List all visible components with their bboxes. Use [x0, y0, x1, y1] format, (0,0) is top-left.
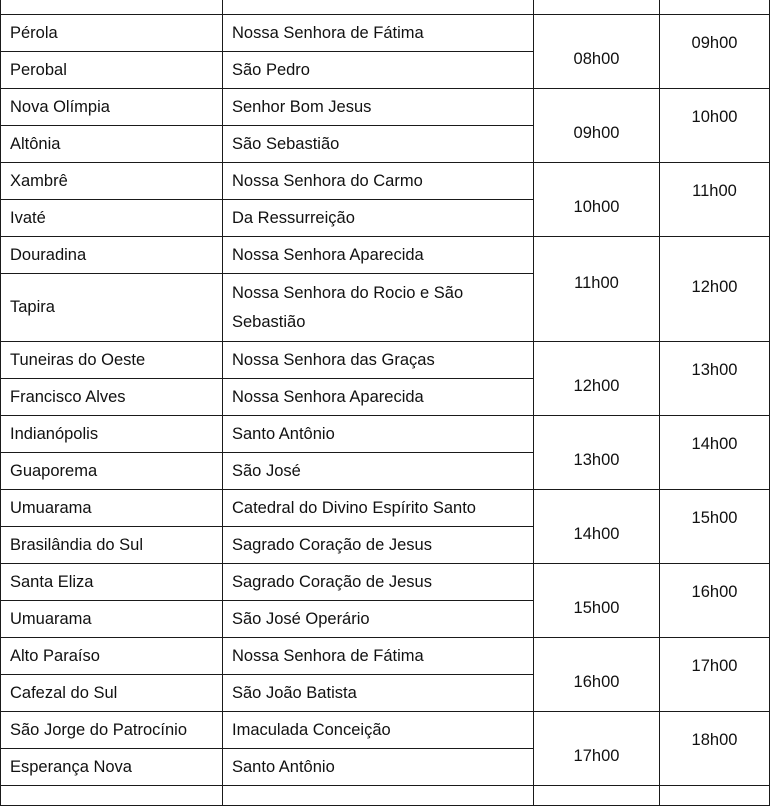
start-time-cell	[534, 15, 660, 89]
end-time-cell	[660, 638, 770, 712]
start-time-cell	[534, 342, 660, 416]
start-time: 14h00	[573, 525, 620, 543]
city-cell: Guaporema	[1, 453, 223, 490]
end-time-cell	[660, 163, 770, 237]
city-cell: São Jorge do Patrocínio	[1, 712, 223, 749]
city-cell: Cafezal do Sul	[1, 675, 223, 712]
city-cell: Perobal	[1, 52, 223, 89]
table-row	[1, 163, 770, 200]
parish-cell: Imaculada Conceição	[223, 712, 534, 749]
start-time: 12h00	[573, 377, 620, 395]
end-time: 17h00	[691, 657, 738, 675]
end-time: 10h00	[691, 108, 738, 126]
start-time-cell	[534, 638, 660, 712]
end-time-cell	[660, 342, 770, 416]
start-time: 17h00	[573, 747, 620, 765]
parish-cell: Santo Antônio	[223, 416, 534, 453]
parish-cell: Nossa Senhora das Graças	[223, 342, 534, 379]
parish-cell: Sagrado Coração de Jesus	[223, 527, 534, 564]
city-cell: Umuarama	[1, 601, 223, 638]
start-time: 08h00	[573, 50, 620, 68]
start-time-cell	[534, 89, 660, 163]
city-cell: Umuarama	[1, 490, 223, 527]
table-cell	[1, 786, 223, 806]
parish-cell: São Pedro	[223, 52, 534, 89]
table-cell	[660, 786, 770, 806]
parish-cell: Nossa Senhora do Rocio e São Sebastião	[223, 274, 534, 342]
start-time-cell	[534, 712, 660, 786]
city-cell: Douradina	[1, 237, 223, 274]
parish-cell: Da Ressurreição	[223, 200, 534, 237]
end-time-cell	[660, 89, 770, 163]
table-row	[1, 638, 770, 675]
city-cell: Brasilândia do Sul	[1, 527, 223, 564]
end-time-cell	[660, 15, 770, 89]
table-row	[1, 490, 770, 527]
parish-cell: São José	[223, 453, 534, 490]
city-cell: Santa Eliza	[1, 564, 223, 601]
table-cell	[223, 786, 534, 806]
parish-cell: Nossa Senhora Aparecida	[223, 379, 534, 416]
table-row	[1, 564, 770, 601]
end-time: 13h00	[691, 361, 738, 379]
end-time-cell	[660, 712, 770, 786]
parish-cell: Catedral do Divino Espírito Santo	[223, 490, 534, 527]
city-cell: Indianópolis	[1, 416, 223, 453]
city-cell: Francisco Alves	[1, 379, 223, 416]
table-cell	[534, 0, 660, 15]
city-cell: Altônia	[1, 126, 223, 163]
end-time: 14h00	[691, 435, 738, 453]
end-time: 15h00	[691, 509, 738, 527]
table-row	[1, 89, 770, 126]
table-row	[1, 342, 770, 379]
end-time: 16h00	[691, 583, 738, 601]
end-time: 18h00	[691, 731, 738, 749]
table-cell	[660, 0, 770, 15]
parish-cell: São João Batista	[223, 675, 534, 712]
start-time: 16h00	[573, 673, 620, 691]
start-time: 13h00	[573, 451, 620, 469]
city-cell: Esperança Nova	[1, 749, 223, 786]
city-cell: Alto Paraíso	[1, 638, 223, 675]
end-time-cell	[660, 237, 770, 342]
parish-cell: São José Operário	[223, 601, 534, 638]
table-cell	[223, 0, 534, 15]
table-cell	[534, 786, 660, 806]
parish-cell: Santo Antônio	[223, 749, 534, 786]
start-time-cell	[534, 416, 660, 490]
city-cell: Ivaté	[1, 200, 223, 237]
start-time-cell	[534, 163, 660, 237]
parish-cell: Senhor Bom Jesus	[223, 89, 534, 126]
parish-cell: São Sebastião	[223, 126, 534, 163]
end-time: 12h00	[691, 277, 738, 296]
parish-cell: Nossa Senhora do Carmo	[223, 163, 534, 200]
start-time-cell	[534, 490, 660, 564]
start-time: 15h00	[573, 599, 620, 617]
schedule-table-body	[1, 0, 770, 806]
start-time-cell	[534, 237, 660, 342]
parish-cell: Nossa Senhora Aparecida	[223, 237, 534, 274]
start-time: 11h00	[574, 273, 619, 292]
table-row	[1, 15, 770, 52]
end-time-cell	[660, 564, 770, 638]
table-row-bottom-edge	[1, 786, 770, 806]
parish-cell: Nossa Senhora de Fátima	[223, 15, 534, 52]
start-time: 09h00	[573, 124, 620, 142]
city-cell: Nova Olímpia	[1, 89, 223, 126]
end-time: 11h00	[692, 182, 737, 200]
table-row	[1, 712, 770, 749]
city-cell: Pérola	[1, 15, 223, 52]
table-cell	[1, 0, 223, 15]
table-row	[1, 237, 770, 274]
table-row-top-edge	[1, 0, 770, 15]
end-time-cell	[660, 416, 770, 490]
start-time-cell	[534, 564, 660, 638]
city-cell: Tapira	[1, 274, 223, 342]
end-time-cell	[660, 490, 770, 564]
start-time: 10h00	[573, 198, 620, 216]
parish-cell: Sagrado Coração de Jesus	[223, 564, 534, 601]
parish-cell: Nossa Senhora de Fátima	[223, 638, 534, 675]
end-time: 09h00	[691, 34, 738, 52]
city-cell: Tuneiras do Oeste	[1, 342, 223, 379]
table-row	[1, 416, 770, 453]
city-cell: Xambrê	[1, 163, 223, 200]
